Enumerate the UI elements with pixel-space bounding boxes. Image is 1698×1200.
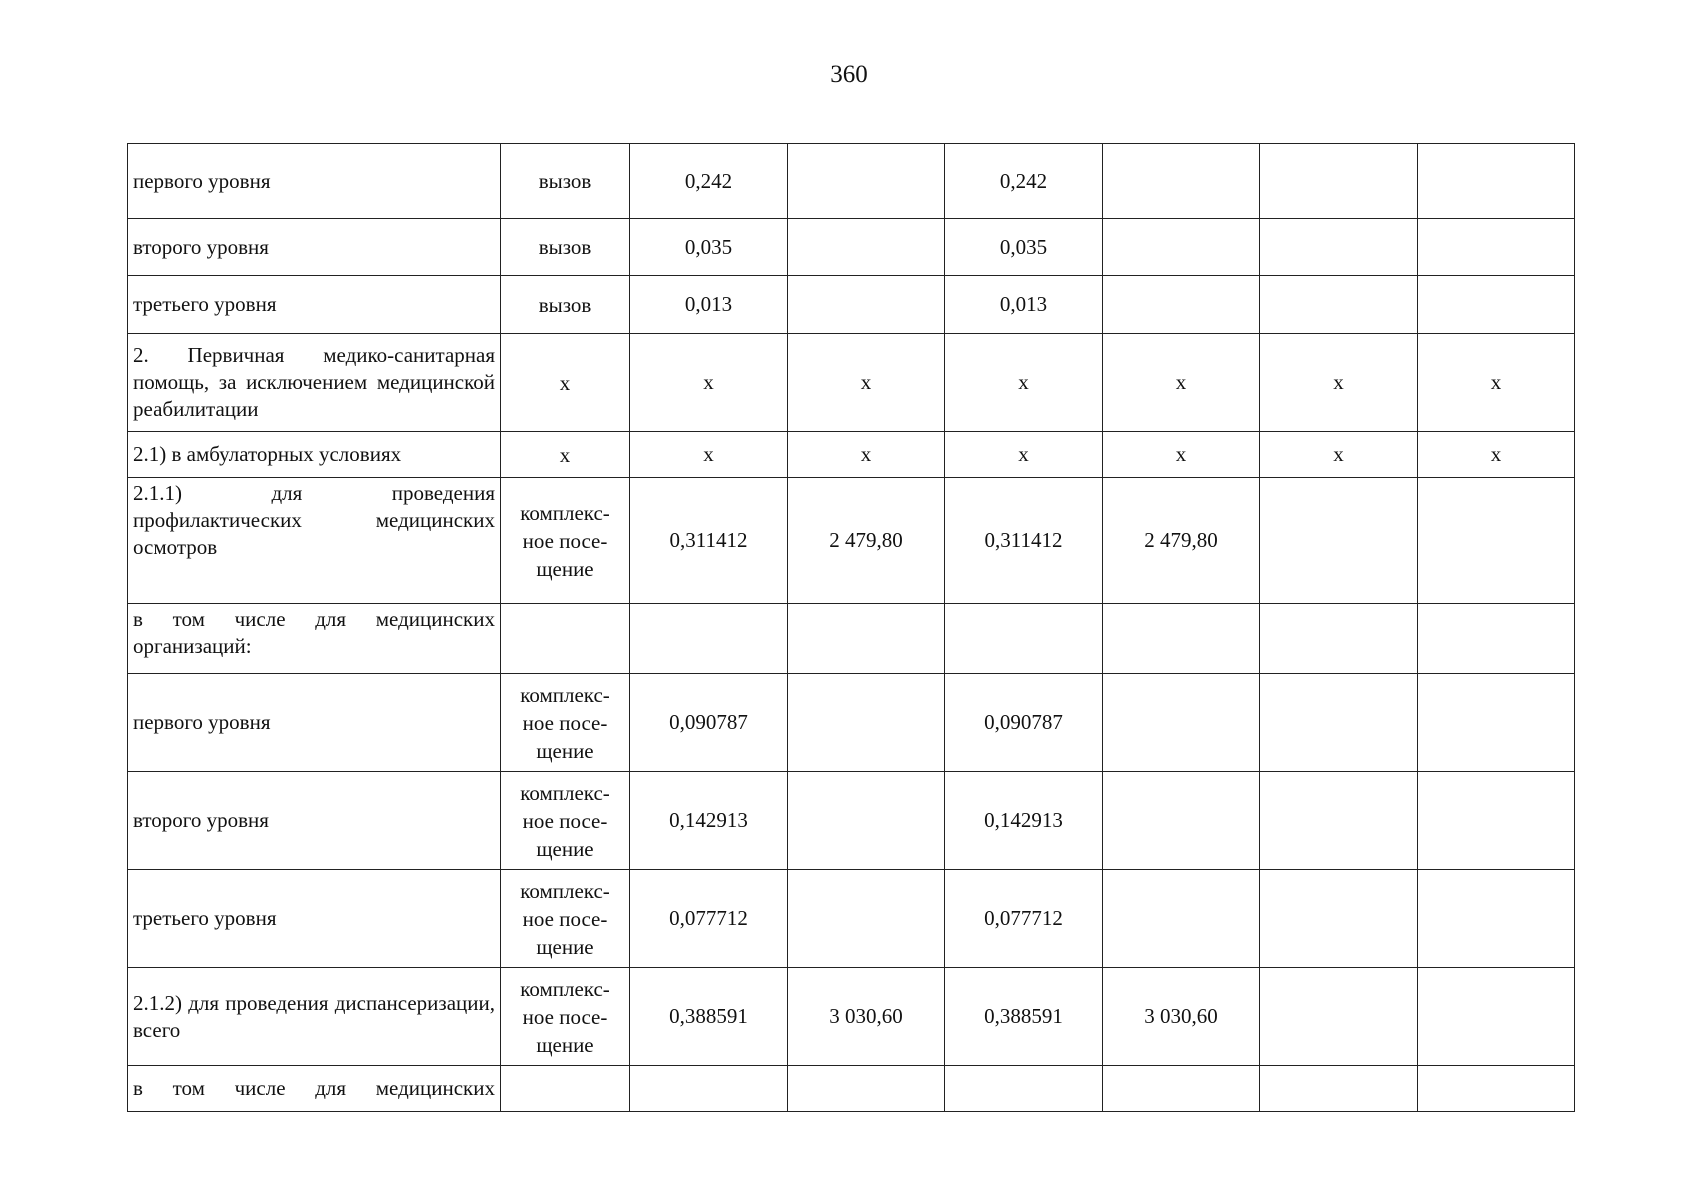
table-row <box>128 870 1575 968</box>
cell-value <box>1260 772 1418 870</box>
cell-value: х <box>630 334 788 432</box>
cell-value <box>1418 219 1575 276</box>
row-unit: х <box>501 334 630 432</box>
row-name: в том числе для медицинских <box>128 1066 501 1112</box>
cell-value <box>1103 144 1260 219</box>
cell-value: х <box>945 432 1103 478</box>
row-name: первого уровня <box>128 144 501 219</box>
table-row <box>128 604 1575 674</box>
cell-value: х <box>1103 432 1260 478</box>
cell-value <box>630 604 788 674</box>
cell-value: 2 479,80 <box>788 478 945 604</box>
cell-value: 0,013 <box>630 276 788 334</box>
cell-value <box>1418 144 1575 219</box>
cell-value <box>1260 870 1418 968</box>
cell-value: 0,090787 <box>945 674 1103 772</box>
row-unit: вызов <box>501 219 630 276</box>
cell-value: 3 030,60 <box>788 968 945 1066</box>
cell-value <box>1103 674 1260 772</box>
table-row <box>128 432 1575 478</box>
row-unit: комплекс-ное посе-щение <box>501 870 630 968</box>
cell-value <box>1418 674 1575 772</box>
cell-value: 0,142913 <box>945 772 1103 870</box>
row-name: третьего уровня <box>128 276 501 334</box>
row-name: 2.1) в амбулаторных условиях <box>128 432 501 478</box>
cell-value <box>1260 1066 1418 1112</box>
page-number: 360 <box>830 61 868 88</box>
cell-value <box>788 604 945 674</box>
cell-value <box>1103 772 1260 870</box>
table-row <box>128 674 1575 772</box>
row-name: 2. Первичная медико-санитарная помощь, за исключением медицинской реабилитации <box>128 334 501 432</box>
row-unit: комплекс-ное посе-щение <box>501 674 630 772</box>
cell-value: 0,077712 <box>630 870 788 968</box>
cell-value <box>788 870 945 968</box>
cell-value: 0,311412 <box>630 478 788 604</box>
cell-value: х <box>945 334 1103 432</box>
data-table <box>127 143 1575 1112</box>
row-unit: х <box>501 432 630 478</box>
row-unit: вызов <box>501 276 630 334</box>
cell-value <box>1103 219 1260 276</box>
cell-value <box>630 1066 788 1112</box>
cell-value <box>1418 604 1575 674</box>
cell-value <box>1260 276 1418 334</box>
row-unit: вызов <box>501 144 630 219</box>
table-row <box>128 219 1575 276</box>
cell-value <box>1260 219 1418 276</box>
cell-value <box>945 604 1103 674</box>
row-name: третьего уровня <box>128 870 501 968</box>
cell-value: х <box>788 334 945 432</box>
cell-value: 0,077712 <box>945 870 1103 968</box>
table-row <box>128 334 1575 432</box>
cell-value <box>1260 674 1418 772</box>
cell-value: х <box>1418 432 1575 478</box>
cell-value: х <box>1103 334 1260 432</box>
row-name: 2.1.1) для проведения профилактических медицинских осмотров <box>128 478 501 604</box>
cell-value <box>788 144 945 219</box>
cell-value <box>788 276 945 334</box>
cell-value <box>1418 276 1575 334</box>
cell-value <box>1418 870 1575 968</box>
cell-value: х <box>1418 334 1575 432</box>
cell-value <box>1103 276 1260 334</box>
cell-value: 0,090787 <box>630 674 788 772</box>
cell-value: 0,013 <box>945 276 1103 334</box>
cell-value: 0,242 <box>630 144 788 219</box>
table-row <box>128 478 1575 604</box>
table-row <box>128 276 1575 334</box>
cell-value <box>1418 1066 1575 1112</box>
cell-value: 0,035 <box>945 219 1103 276</box>
cell-value <box>1418 968 1575 1066</box>
cell-value <box>788 219 945 276</box>
row-name: в том числе для медицинских организаций: <box>128 604 501 674</box>
cell-value: 2 479,80 <box>1103 478 1260 604</box>
row-unit <box>501 604 630 674</box>
row-unit: комплекс-ное посе-щение <box>501 772 630 870</box>
cell-value: 0,142913 <box>630 772 788 870</box>
row-unit <box>501 1066 630 1112</box>
cell-value: х <box>1260 432 1418 478</box>
row-unit: комплекс-ное посе-щение <box>501 478 630 604</box>
cell-value <box>1103 870 1260 968</box>
row-unit: комплекс-ное посе-щение <box>501 968 630 1066</box>
cell-value <box>1103 1066 1260 1112</box>
cell-value <box>1260 478 1418 604</box>
table-row <box>128 968 1575 1066</box>
cell-value: 3 030,60 <box>1103 968 1260 1066</box>
table-row <box>128 772 1575 870</box>
cell-value <box>1418 478 1575 604</box>
row-name: 2.1.2) для проведения диспансеризации, всего <box>128 968 501 1066</box>
cell-value: 0,388591 <box>945 968 1103 1066</box>
cell-value <box>1260 604 1418 674</box>
cell-value: х <box>788 432 945 478</box>
table-row <box>128 144 1575 219</box>
cell-value <box>1103 604 1260 674</box>
cell-value <box>1418 772 1575 870</box>
cell-value <box>788 1066 945 1112</box>
cell-value: 0,242 <box>945 144 1103 219</box>
cell-value: х <box>630 432 788 478</box>
cell-value <box>788 674 945 772</box>
row-name: второго уровня <box>128 219 501 276</box>
cell-value: 0,035 <box>630 219 788 276</box>
cell-value <box>945 1066 1103 1112</box>
cell-value <box>788 772 945 870</box>
cell-value: 0,388591 <box>630 968 788 1066</box>
row-name: первого уровня <box>128 674 501 772</box>
table-row <box>128 1066 1575 1112</box>
cell-value: х <box>1260 334 1418 432</box>
cell-value: 0,311412 <box>945 478 1103 604</box>
row-name: второго уровня <box>128 772 501 870</box>
cell-value <box>1260 144 1418 219</box>
cell-value <box>1260 968 1418 1066</box>
